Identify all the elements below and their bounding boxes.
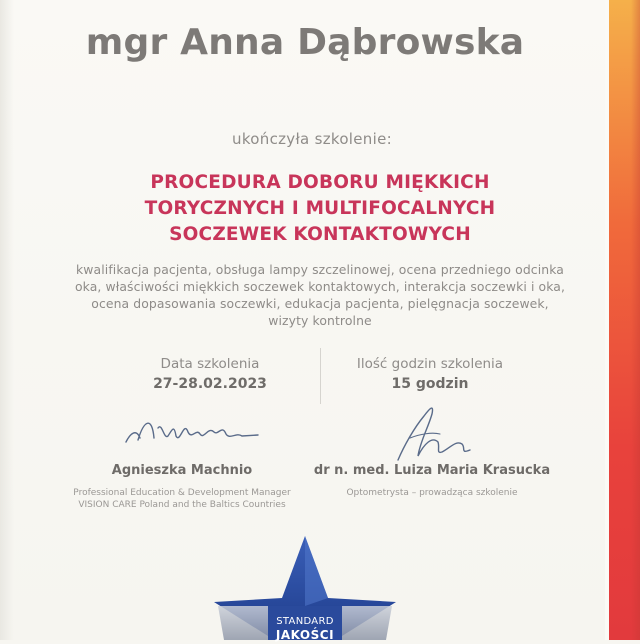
recipient-name: mgr Anna Dąbrowska — [85, 22, 525, 63]
course-title-line: TORYCZNYCH I MULTIFOCALNYCH — [144, 198, 496, 219]
training-hours — [320, 356, 540, 392]
signature-right — [380, 398, 490, 468]
signer-right-role-line: Optometrysta – prowadząca szkolenie — [346, 488, 518, 498]
signer-left-name: Agnieszka Machnio — [111, 463, 253, 478]
course-title-line: SOCZEWEK KONTAKTOWYCH — [169, 224, 471, 245]
topics-line: ocena dopasowania soczewki, edukacja pacjenta, pielęgnacja soczewek, — [91, 296, 549, 311]
training-hours-value: 15 godzin — [391, 376, 469, 392]
training-date — [100, 356, 320, 392]
signature-left — [118, 410, 268, 450]
quality-standard-badge — [210, 536, 400, 640]
course-topics — [30, 261, 610, 329]
training-hours-label: Ilość godzin szkolenia — [356, 356, 504, 372]
badge-line-1: STANDARD — [276, 616, 334, 627]
completion-subtitle: ukończyła szkolenie: — [232, 130, 392, 148]
signer-left-role-line: Professional Education & Development Manager — [73, 488, 291, 498]
signer-right — [282, 463, 582, 499]
signer-right-name: dr n. med. Luiza Maria Krasucka — [313, 463, 551, 478]
signer-left-role-line: VISION CARE Poland and the Baltics Countries — [78, 500, 286, 510]
topics-line: oka, właściwości miękkich soczewek kontaktowych, interakcja soczewki i oka, — [75, 279, 565, 294]
page-edge-shadow — [0, 0, 14, 640]
badge-line-2: JAKOŚCI — [275, 628, 335, 642]
topics-line: wizyty kontrolne — [268, 313, 372, 328]
course-title-line: PROCEDURA DOBORU MIĘKKICH — [150, 172, 490, 193]
topics-line: kwalifikacja pacjenta, obsługa lampy szczelinowej, ocena przedniego odcinka — [76, 262, 564, 277]
training-date-label: Data szkolenia — [160, 356, 260, 372]
course-title — [40, 170, 600, 248]
training-date-value: 27-28.02.2023 — [153, 376, 267, 392]
band-shadow — [631, 0, 640, 640]
signer-right-role — [282, 487, 582, 499]
